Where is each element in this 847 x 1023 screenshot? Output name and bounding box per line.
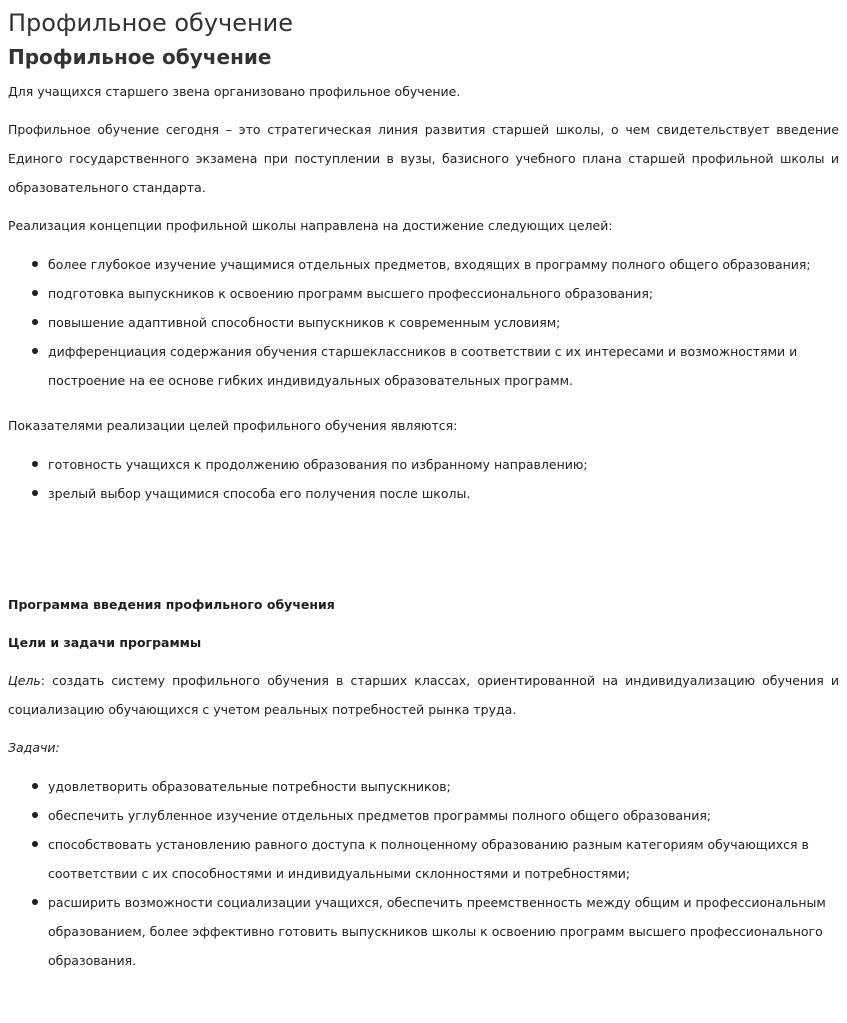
list-item — [8, 830, 839, 888]
intro-paragraph: Для учащихся старшего звена организовано профильное обучение. — [8, 84, 461, 99]
tasks-label: Задачи: — [8, 740, 60, 755]
bullet-icon — [32, 812, 38, 818]
bullet-icon — [32, 490, 38, 496]
tasks-list — [8, 772, 839, 975]
bullet-icon — [32, 319, 38, 325]
list-item-text: повышение адаптивной способности выпускников к современным условиям; — [48, 315, 561, 330]
bullet-icon — [32, 348, 38, 354]
bullet-icon — [32, 899, 38, 905]
list-item-text: обеспечить углубленное изучение отдельных предметов программы полного общего образования; — [48, 808, 712, 823]
list-item-text: подготовка выпускников к освоению программ высшего профессионального образования; — [48, 286, 654, 301]
bullet-icon — [32, 841, 38, 847]
goal-label: Цель — [8, 673, 41, 688]
indicators-intro: Показателями реализации целей профильного обучения являются: — [8, 418, 458, 433]
list-item — [8, 772, 839, 801]
page-title: Профильное обучение — [8, 9, 294, 37]
list-item-text: готовность учащихся к продолжению образования по избранному направлению; — [48, 457, 588, 472]
list-item — [8, 337, 839, 395]
bullet-icon — [32, 261, 38, 267]
goals-intro: Реализация концепции профильной школы направлена на достижение следующих целей: — [8, 218, 613, 233]
strategy-paragraph: Профильное обучение сегодня – это стратегическая линия развития старшей школы, о чем свидетельствует введение Единого государственного экзамена при поступлении в вузы, базисного учебного плана старшей профильной школы и образовательного стандарта. — [8, 122, 839, 195]
article-title: Профильное обучение — [8, 45, 272, 69]
program-heading: Программа введения профильного обучения — [8, 597, 335, 612]
list-item — [8, 450, 839, 479]
list-item — [8, 308, 839, 337]
bullet-icon — [32, 290, 38, 296]
list-item-text: способствовать установлению равного доступа к полноценному образованию разным категориям обучающихся в соответствии с их способностями и индивидуальными склонностями и потребностями; — [48, 837, 809, 881]
program-subheading: Цели и задачи программы — [8, 635, 202, 650]
indicators-list — [8, 450, 839, 508]
bullet-icon — [32, 461, 38, 467]
list-item — [8, 250, 839, 279]
list-item-text: удовлетворить образовательные потребности выпускников; — [48, 779, 451, 794]
goal-paragraph — [8, 666, 839, 724]
list-item-text: более глубокое изучение учащимися отдельных предметов, входящих в программу полного общего образования; — [48, 257, 811, 272]
list-item-text: дифференциация содержания обучения старшеклассников в соответствии с их интересами и возможностями и построение на ее основе гибких индивидуальных образовательных программ. — [48, 344, 798, 388]
list-item-text: зрелый выбор учащимися способа его получения после школы. — [48, 486, 471, 501]
page-content — [8, 6, 839, 975]
list-item — [8, 801, 839, 830]
goals-list — [8, 250, 839, 395]
list-item-text: расширить возможности социализации учащихся, обеспечить преемственность между общим и профессиональным образованием, более эффективно готовить выпускников школы к освоению программ высшего профессионального образования. — [48, 895, 826, 968]
bullet-icon — [32, 783, 38, 789]
list-item — [8, 279, 839, 308]
list-item — [8, 479, 839, 508]
goal-text: : создать систему профильного обучения в старших классах, ориентированной на индивидуализацию обучения и социализацию обучающихся с учетом реальных потребностей рынка труда. — [8, 673, 839, 717]
list-item — [8, 888, 839, 975]
